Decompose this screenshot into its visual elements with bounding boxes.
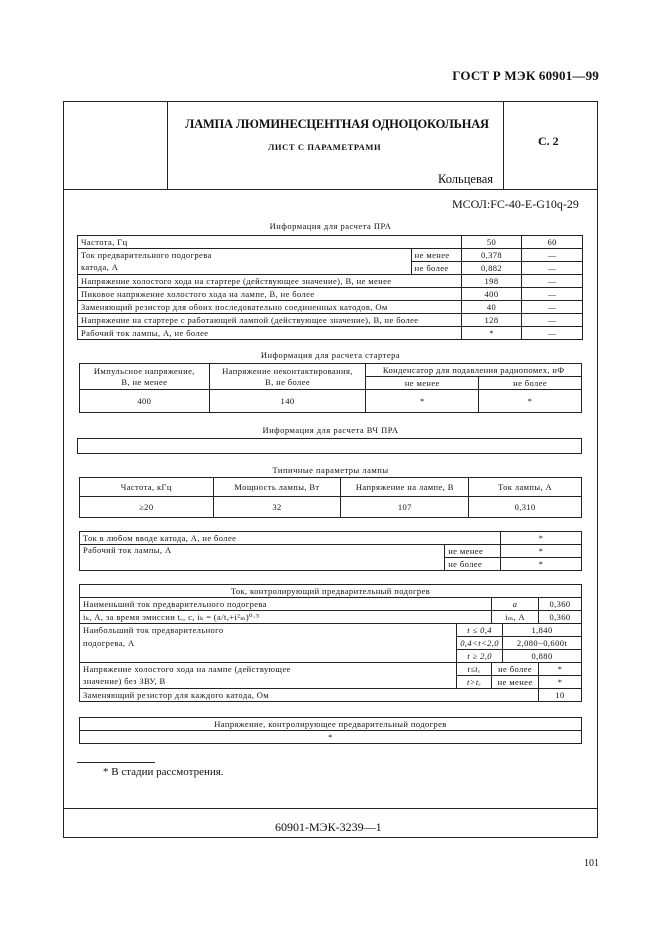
cell: Частота, Гц — [78, 236, 462, 249]
table-row — [80, 497, 582, 518]
footer-rule — [63, 808, 598, 809]
table-row — [80, 545, 582, 558]
cell: не более — [479, 377, 582, 390]
cell — [209, 364, 366, 390]
preheat-table — [79, 584, 582, 702]
cell: — — [522, 262, 583, 275]
cell — [80, 650, 457, 663]
cell — [80, 364, 210, 390]
cell: 107 — [341, 497, 469, 518]
document-subtitle: ЛИСТ С ПАРАМЕТРАМИ — [268, 142, 382, 152]
table-row — [80, 650, 582, 663]
typical-heading: Типичные параметры лампы — [272, 465, 389, 475]
cell: Рабочий ток лампы, А — [80, 545, 445, 571]
sheet-number: С. 2 — [538, 134, 559, 148]
cell: 128 — [461, 314, 522, 327]
cell: Наименьший ток предварительного подогрева — [80, 598, 492, 611]
cell: ≥20 — [80, 497, 214, 518]
document-code: 60901-МЭК-3239—1 — [275, 820, 382, 834]
table-row — [80, 689, 582, 702]
cell: 400 — [461, 288, 522, 301]
starter-header-1a: Импульсное напряжение, — [93, 365, 195, 376]
cell: * — [539, 663, 582, 676]
cell — [457, 637, 503, 650]
cell: 32 — [213, 497, 341, 518]
table-row — [80, 585, 582, 598]
table-row — [80, 598, 582, 611]
cell: Ток в любом вводе катода, А, не более — [80, 532, 501, 545]
table-row — [78, 301, 583, 314]
voltage-ctrl-table — [79, 717, 582, 744]
title-divider-left — [167, 101, 168, 190]
cell — [457, 663, 492, 676]
cell: — — [522, 288, 583, 301]
cell: катода, А — [78, 262, 412, 275]
hf-heading: Информация для расчета ВЧ ПРА — [262, 425, 399, 435]
table-row — [80, 637, 582, 650]
cell: iₖ, А, за время эмиссии tₑ, с, iₖ = (a/tₑ+i²ₘ)⁰·⁵ — [80, 611, 492, 624]
cell: не менее — [366, 377, 479, 390]
starter-header-2a: Напряжение неконтактирования, — [222, 365, 353, 376]
cell: Ток, контролирующий предварительный подогрев — [80, 585, 582, 598]
table-row — [78, 327, 583, 340]
table-row — [80, 364, 582, 377]
cell: Напряжение, контролирующее предварительный подогрев — [80, 718, 582, 731]
starter-heading: Информация для расчета стартера — [260, 350, 401, 360]
table-row — [80, 731, 582, 744]
cell — [457, 676, 492, 689]
cell: Напряжение холостого хода на стартере (действующее значение), В, не менее — [78, 275, 462, 288]
cell: Напряжение на стартере с работающей лампой (действующее значение), В, не более — [78, 314, 462, 327]
table-row — [78, 262, 583, 275]
cell: 0,378 — [461, 249, 522, 262]
cell: не более — [411, 262, 461, 275]
cell: 40 — [461, 301, 522, 314]
cell: Ток лампы, А — [469, 478, 582, 497]
cell: 140 — [209, 390, 366, 413]
coef-a: a — [512, 598, 518, 609]
cell: Наибольший ток предварительного — [80, 624, 457, 637]
cell: 0,360 — [539, 598, 582, 611]
cathode-table — [79, 531, 582, 571]
standard-number: ГОСТ Р МЭК 60901—99 — [452, 68, 599, 83]
cell: Напряжение на лампе, В — [341, 478, 469, 497]
cell: — — [522, 314, 583, 327]
cond-text: t>tₑ — [466, 676, 482, 687]
cell: * — [539, 676, 582, 689]
cell: подогрева, А — [80, 637, 457, 650]
ballast-heading: Информация для расчета ПРА — [269, 221, 392, 231]
cell: — — [522, 275, 583, 288]
hf-empty-box — [77, 438, 582, 454]
cell: Конденсатор для подавления радиопомех, нФ — [366, 364, 582, 377]
cell: 0,360 — [539, 611, 582, 624]
cell: 198 — [461, 275, 522, 288]
cell: iₘ, А — [492, 611, 539, 624]
cell: * — [366, 390, 479, 413]
document-title: ЛАМПА ЛЮМИНЕСЦЕНТНАЯ ОДНОЦОКОЛЬНАЯ — [185, 117, 489, 131]
cell: Рабочий ток лампы, А, не более — [78, 327, 462, 340]
starter-header-1b: В, не менее — [121, 376, 168, 387]
table-row — [80, 611, 582, 624]
table-row — [78, 275, 583, 288]
cell: Частота, кГц — [80, 478, 214, 497]
cell: не более — [445, 558, 501, 571]
cell: Заменяющий резистор для обоих последовательно соединенных катодов, Ом — [78, 301, 462, 314]
table-row — [78, 288, 583, 301]
cell: — — [522, 327, 583, 340]
table-row — [78, 249, 583, 262]
table-row — [80, 718, 582, 731]
starter-table — [79, 363, 582, 413]
cell: 0,882 — [461, 262, 522, 275]
cell: Мощность лампы, Вт — [213, 478, 341, 497]
cell — [457, 624, 503, 637]
cell: 2,080−0,600t — [503, 637, 582, 650]
cond-text: 0,4<t<2,0 — [460, 637, 499, 648]
cell: — — [522, 249, 583, 262]
table-row — [78, 236, 583, 249]
cell: не менее — [411, 249, 461, 262]
cell: 60 — [522, 236, 583, 249]
cell: * — [80, 731, 582, 744]
cell: * — [501, 545, 582, 558]
cell: * — [501, 558, 582, 571]
cell: не более — [492, 663, 539, 676]
typical-table — [79, 477, 582, 518]
lamp-designation: МСОЛ:FC-40-E-G10q-29 — [452, 197, 579, 211]
cell: 0,880 — [503, 650, 582, 663]
cell: Напряжение холостого хода на лампе (действующее — [80, 663, 457, 676]
page-number: 101 — [584, 858, 599, 869]
table-row — [80, 478, 582, 497]
cell: 0,310 — [469, 497, 582, 518]
ballast-table — [77, 235, 583, 340]
cell: * — [501, 532, 582, 545]
cell: 1,840 — [503, 624, 582, 637]
footnote: * В стадии рассмотрения. — [103, 766, 224, 778]
cell — [492, 598, 539, 611]
footnote-rule — [77, 762, 155, 763]
cell: не менее — [445, 545, 501, 558]
cell: значение) без ЗВУ, В — [80, 676, 457, 689]
table-row — [80, 532, 582, 545]
cell: Ток предварительного подогрева — [78, 249, 412, 262]
cell: * — [479, 390, 582, 413]
cell — [457, 650, 503, 663]
cell: * — [461, 327, 522, 340]
table-row — [80, 390, 582, 413]
starter-header-2b: В, не более — [265, 376, 311, 387]
lamp-type: Кольцевая — [438, 172, 494, 186]
table-row — [80, 663, 582, 676]
cond-text: t ≤ 0,4 — [467, 624, 492, 635]
cell: — — [522, 301, 583, 314]
title-bottom-rule — [63, 189, 598, 190]
table-row — [80, 676, 582, 689]
title-divider-right — [503, 101, 504, 190]
cell: 400 — [80, 390, 210, 413]
table-row — [78, 314, 583, 327]
cell: Заменяющий резистор для каждого катода, Ом — [80, 689, 539, 702]
cell: 50 — [461, 236, 522, 249]
cell: 10 — [539, 689, 582, 702]
cell: не менее — [492, 676, 539, 689]
cell: Пиковое напряжение холостого хода на лампе, В, не более — [78, 288, 462, 301]
cond-text: t≤tₑ — [467, 663, 481, 674]
cond-text: t ≥ 2,0 — [467, 650, 492, 661]
table-row — [80, 624, 582, 637]
